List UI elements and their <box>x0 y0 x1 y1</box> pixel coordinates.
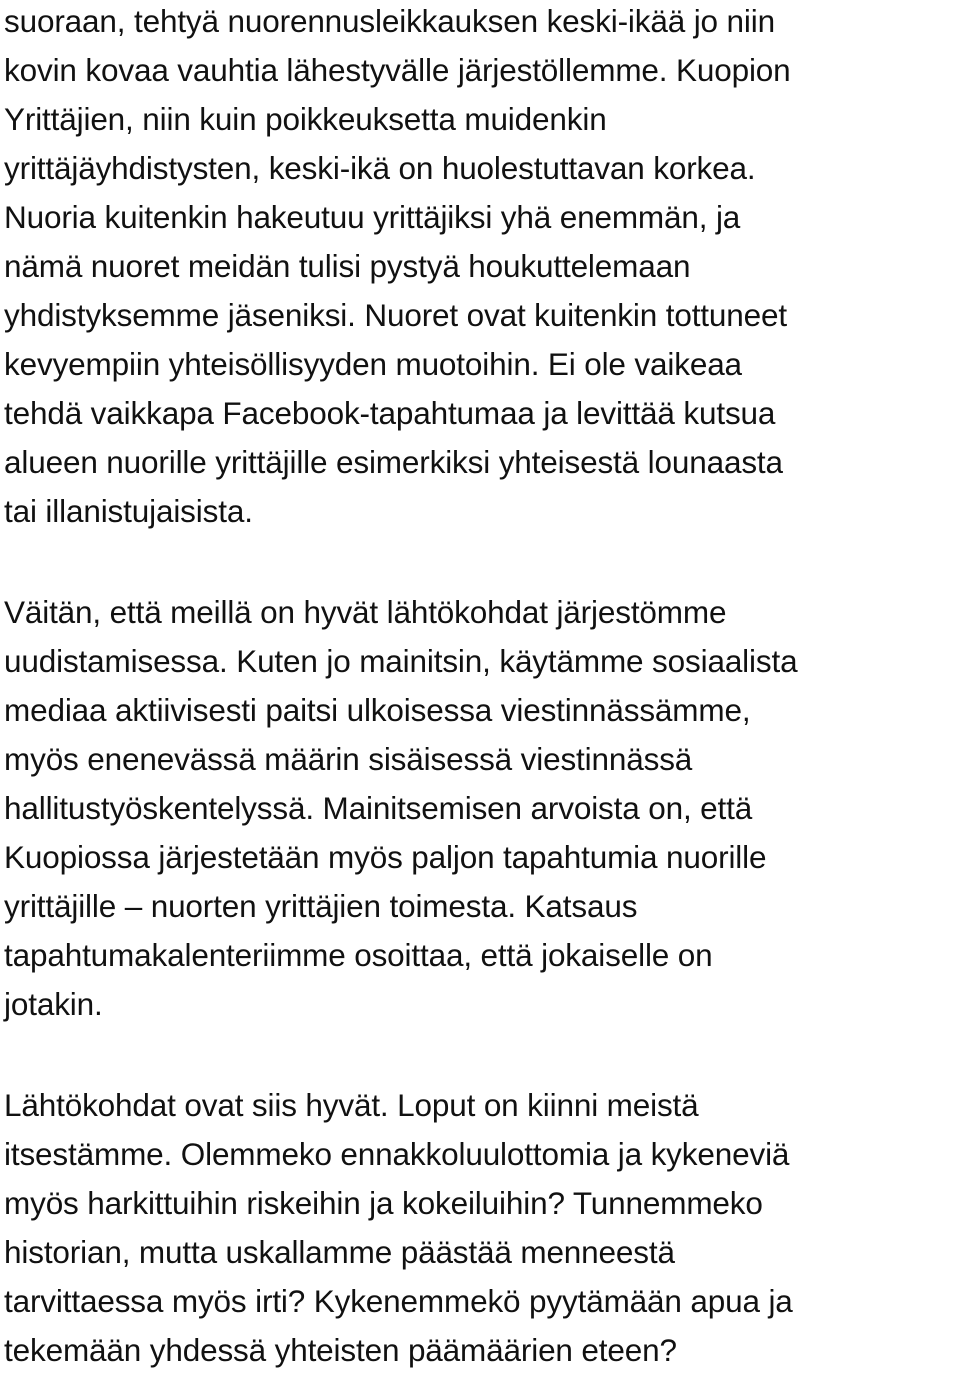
text-line: historian, mutta uskallamme päästää menneestä <box>4 1234 675 1270</box>
text-line: yrittäjäyhdistysten, keski-ikä on huolestuttavan korkea. <box>4 150 756 186</box>
text-line: kevyempiin yhteisöllisyyden muotoihin. Ei ole vaikeaa <box>4 346 742 382</box>
text-line: myös enenevässä määrin sisäisessä viestinnässä <box>4 741 693 777</box>
text-line: itsestämme. Olemmeko ennakkoluulottomia ja kykeneviä <box>4 1136 790 1172</box>
text-line: hallitustyöskentelyssä. Mainitsemisen arvoista on, että <box>4 790 753 826</box>
text-line: Kuopiossa järjestetään myös paljon tapahtumia nuorille <box>4 839 767 875</box>
text-line: tapahtumakalenteriimme osoittaa, että jokaiselle on <box>4 937 713 973</box>
text-line: jotakin. <box>4 986 103 1022</box>
text-line: myös harkittuihin riskeihin ja kokeiluihin? Tunnemmeko <box>4 1185 763 1221</box>
text-line: kovin kovaa vauhtia lähestyvälle järjestöllemme. Kuopion <box>4 52 791 88</box>
text-line: tai illanistujaisista. <box>4 493 253 529</box>
text-line: tarvittaessa myös irti? Kykenemmekö pyytämään apua ja <box>4 1283 793 1319</box>
text-line: mediaa aktiivisesti paitsi ulkoisessa viestinnässämme, <box>4 692 751 728</box>
text-line: Lähtökohdat ovat siis hyvät. Loput on kiinni meistä <box>4 1087 699 1123</box>
text-line: tekemään yhdessä yhteisten päämäärien eteen? <box>4 1332 677 1368</box>
text-line: yhdistyksemme jäseniksi. Nuoret ovat kuitenkin tottuneet <box>4 297 787 333</box>
text-line: nämä nuoret meidän tulisi pystyä houkuttelemaan <box>4 248 691 284</box>
text-line: suoraan, tehtyä nuorennusleikkauksen keski-ikää jo niin <box>4 3 775 39</box>
text-line: tehdä vaikkapa Facebook-tapahtumaa ja levittää kutsua <box>4 395 776 431</box>
text-line: yrittäjille – nuorten yrittäjien toimesta. Katsaus <box>4 888 638 924</box>
text-line: uudistamisessa. Kuten jo mainitsin, käytämme sosiaalista <box>4 643 798 679</box>
text-line: Yrittäjien, niin kuin poikkeuksetta muidenkin <box>4 101 607 137</box>
text-line: Väitän, että meillä on hyvät lähtökohdat järjestömme <box>4 594 727 630</box>
text-line: alueen nuorille yrittäjille esimerkiksi yhteisestä lounaasta <box>4 444 783 480</box>
text-line: Nuoria kuitenkin hakeutuu yrittäjiksi yhä enemmän, ja <box>4 199 741 235</box>
